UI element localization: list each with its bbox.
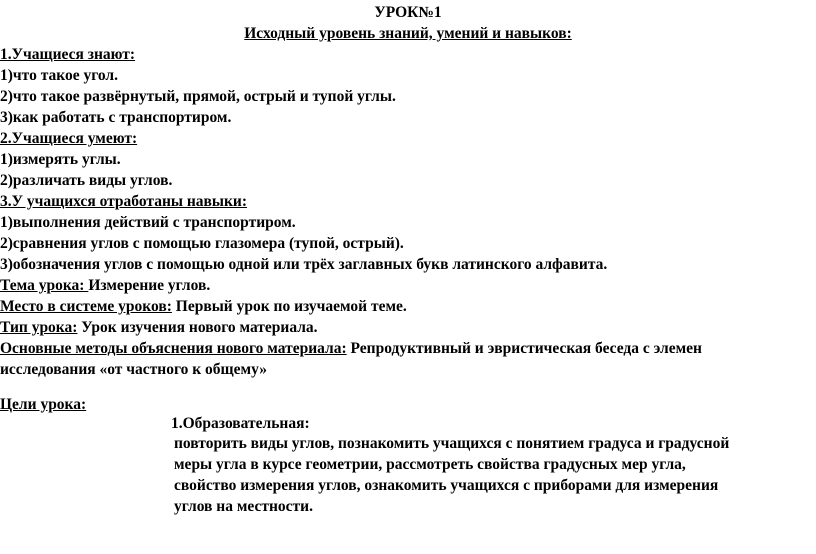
section-2-heading: 2.Учащиеся умеют: xyxy=(0,130,138,147)
lesson-subtitle: Исходный уровень знаний, умений и навыков: xyxy=(244,25,572,42)
section-1-item: 2)что такое развёрнутый, прямой, острый и тупой углы. xyxy=(0,88,396,105)
goals-sub-heading: 1.Образовательная: xyxy=(171,415,310,432)
section-2-item: 1)измерять углы. xyxy=(0,151,121,168)
topic-label: Тема урока: xyxy=(0,277,89,294)
type-label: Тип урока: xyxy=(0,319,78,336)
type-value: Урок изучения нового материала. xyxy=(77,319,318,336)
goals-label: Цели урока: xyxy=(0,396,87,413)
place-line xyxy=(0,297,407,317)
goals-line: меры угла в курсе геометрии, рассмотреть свойства градусных мер угла, xyxy=(174,456,686,473)
methods-label: Основные методы объяснения нового материала: xyxy=(0,340,347,357)
section-3-heading: 3.У учащихся отработаны навыки: xyxy=(0,193,248,210)
place-value: Первый урок по изучаемой теме. xyxy=(171,298,407,315)
topic-line xyxy=(0,276,210,296)
section-3-item: 3)обозначения углов с помощью одной или трёх заглавных букв латинского алфавита. xyxy=(0,256,608,273)
methods-continuation: исследования «от частного к общему» xyxy=(0,361,267,378)
goals-line: повторить виды углов, познакомить учащихся с понятием градуса и градусной xyxy=(174,435,730,452)
methods-value: Репродуктивный и эвристическая беседа с элемен xyxy=(346,340,702,357)
section-2-item: 2)различать виды углов. xyxy=(0,172,173,189)
section-3-item: 2)сравнения углов с помощью глазомера (тупой, острый). xyxy=(0,235,404,252)
place-label: Место в системе уроков: xyxy=(0,298,172,315)
methods-line xyxy=(0,339,702,359)
goals-line: углов на местности. xyxy=(174,498,313,515)
section-1-item: 3)как работать с транспортиром. xyxy=(0,109,232,126)
section-3-item: 1)выполнения действий с транспортиром. xyxy=(0,214,296,231)
type-line xyxy=(0,318,318,338)
goals-line: свойство измерения углов, ознакомить учащихся с приборами для измерения xyxy=(174,477,719,494)
section-1-item: 1)что такое угол. xyxy=(0,67,118,84)
lesson-title: УРОК№1 xyxy=(374,4,442,21)
topic-value: Измерение углов. xyxy=(88,277,211,294)
section-1-heading: 1.Учащиеся знают: xyxy=(0,46,136,63)
